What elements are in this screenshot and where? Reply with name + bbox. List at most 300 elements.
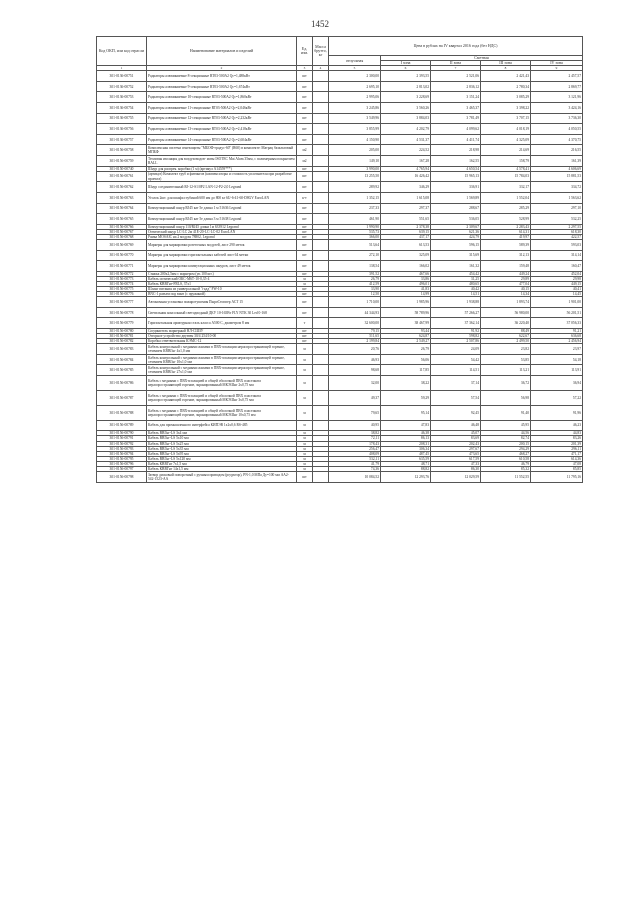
row-wholesale-price: 366,00 [329,234,381,239]
row-code: 301-0156-00768 [97,234,147,239]
row-zone-4-price: 2 869,77 [531,81,583,92]
row-unit: м [297,431,313,436]
row-name: Соединитель маркерный НЛ-СШЗУ [147,329,297,334]
row-name: Радиаторы алюминиевые 10-секционные RT03-500A2 Qc=1,860кВт [147,92,297,103]
row-zone-3-price: 36 220,40 [481,318,531,329]
row-wholesale-price: 511,65 [329,334,381,339]
row-zone-3-price: 2 780,34 [481,81,531,92]
row-name: Коробка ответвительная КЭМС-12 [147,339,297,344]
row-zone-4-price: 297,10 [531,203,583,214]
row-wholesale-price: 2 995,06 [329,92,381,103]
row-wholesale-price: 46,93 [329,354,381,365]
row-name: Маркеры для маркировки горизонтальных кабелей лист 64 метки [147,250,297,261]
row-name: BNC-1 разъем под винт (с пружиной) [147,292,297,297]
row-name: Кабель контрольный с медными жилами в ПВХ-изоляции нераспространяющей горение, сечением КВВГнг 27х1,0 мм [147,365,297,376]
row-zone-1-price: 496,01 [381,281,431,286]
row-zone-3-price: 29,89 [481,276,531,281]
row-zone-2-price: 2 507,86 [431,339,481,344]
row-zone-2-price: 596,15 [431,239,481,250]
row-unit: м [297,276,313,281]
row-name: Маркеры для маркировки коммутационных шнуров, лист 49 меток [147,261,297,272]
row-unit: шт [297,214,313,225]
row-wholesale-price: 2 300,00 [329,71,381,82]
row-mass [313,239,329,250]
row-unit: м [297,461,313,466]
row-zone-3-price: 4 325,09 [481,134,531,145]
row-name: Отгорное устройство двузвен 30/4 254/10-00 [147,334,297,339]
row-name: Кабель контрольный с медными жилами в ПВХ-изоляции нераспространяющей горение, сечением КВВГнг 10х1,0 мм [147,354,297,365]
table-row [97,239,583,250]
row-name: Кабель для промышленного интерфейса КИПЭВ 1х2х0,6 RS-485 [147,420,297,431]
row-mass [313,192,329,203]
row-zone-4-price: 201,39 [531,441,583,446]
row-wholesale-price: 4 150,90 [329,134,381,145]
row-wholesale-price: 138,54 [329,261,381,272]
row-unit: шт [297,71,313,82]
row-zone-4-price: 83,26 [531,436,583,441]
row-zone-2-price: 92,45 [431,405,481,420]
row-name: Рамка MOSAIC на 2 модуля 78802, Legrand [147,234,297,239]
table-row [97,214,583,225]
row-code: 301-0156-00782 [97,339,147,344]
row-unit: м [297,354,313,365]
row-code: 301-0156-00778 [97,307,147,318]
row-zone-1-price: 613,53 [381,239,431,250]
row-zone-3-price: 11 552,55 [481,472,531,483]
row-name: Кабель КВВГнг 14х1,5 мм [147,466,297,471]
table-row [97,261,583,272]
row-zone-1-price: 38,22 [381,376,431,391]
row-wholesale-price: 256,47 [329,446,381,451]
row-code: 301-0156-00791 [97,436,147,441]
row-zone-1-price: 59,29 [381,390,431,405]
row-zone-1-price: 487,45 [381,451,431,456]
row-name: Кабель с медными с ПВХ-изоляцией и общей оболочкой ПВХ пластиката нераспространяющей горение, экранированный МКЭШнг 10х0,75 мм [147,405,297,420]
column-number: 5 [329,66,381,71]
row-code: 301-0156-00772 [97,271,147,276]
row-unit: шт [297,287,313,292]
row-code: 301-0156-00777 [97,297,147,308]
row-zone-2-price: 57,54 [431,390,481,405]
table-row [97,365,583,376]
row-zone-4-price: 314,14 [531,250,583,261]
row-zone-2-price: 2 521,06 [431,71,481,82]
row-zone-4-price: 40,41 [531,287,583,292]
row-zone-4-price: 85,85 [531,466,583,471]
header-zone-4: IV зона [531,61,583,66]
row-name: Шланг питания из универсальной "гадд" FW-10 [147,287,297,292]
row-zone-2-price: 47,33 [431,461,481,466]
row-zone-1-price: 86,13 [381,436,431,441]
row-zone-1-price: 3 228,69 [381,92,431,103]
row-zone-2-price: 12 029,59 [431,472,481,483]
row-code: 301-0156-00766 [97,224,147,229]
row-unit: м [297,456,313,461]
row-zone-4-price: 422,57 [531,234,583,239]
row-wholesale-price: 237,33 [329,203,381,214]
row-zone-3-price: 44,56 [481,431,531,436]
row-zone-2-price: 617,59 [431,456,481,461]
row-code: 301-0156-00759 [97,156,147,167]
row-code: 301-0136-00757 [97,134,147,145]
row-mass [313,297,329,308]
row-zone-2-price: 4 099,62 [431,124,481,135]
row-mass [313,354,329,365]
row-zone-1-price: 48,71 [381,461,431,466]
row-zone-1-price: 224,52 [381,145,431,156]
table-row [97,171,583,182]
row-zone-1-price: 117,85 [381,365,431,376]
row-zone-2-price: 288,67 [431,203,481,214]
row-name: Кабель ВВГнг-LS 5х25 мм [147,441,297,446]
row-name: Шнур для распрея. коробки (1 м) (артикул A14559***) [147,166,297,171]
table-row [97,250,583,261]
column-number: 1 [97,66,147,71]
row-zone-3-price: 449,24 [481,271,531,276]
row-wholesale-price: 12,50 [329,292,381,297]
row-wholesale-price: 412,59 [329,281,381,286]
row-zone-1-price: 297,37 [381,203,431,214]
row-zone-1-price: 437,17 [381,234,431,239]
row-zone-3-price: 3 398,22 [481,103,531,114]
table-row [97,182,583,193]
row-code: 301-0156-00762 [97,182,147,193]
row-zone-4-price: 44,83 [531,431,583,436]
row-mass [313,390,329,405]
row-zone-2-price: 336,91 [431,182,481,193]
row-wholesale-price: 272,10 [329,250,381,261]
row-wholesale-price: 13 255,50 [329,171,381,182]
row-zone-1-price: 93,44 [381,329,431,334]
row-name: Радиаторы алюминиевые 13-секционные RT03-500A2 Qc=2,418кВт [147,124,297,135]
column-number: 8 [481,66,531,71]
row-zone-4-price: 54,18 [531,354,583,365]
row-zone-3-price: 214,69 [481,145,531,156]
row-zone-4-price: 36,94 [531,376,583,391]
row-code: 301-0136-00751 [97,71,147,82]
row-zone-3-price: 589,39 [481,239,531,250]
row-zone-2-price: 45,07 [431,431,481,436]
row-code: 301-0156-00774 [97,281,147,286]
row-unit: шт [297,234,313,239]
row-name: Кабель КВВГнг-FRLS, 37х1 [147,281,297,286]
row-zone-4-price: 46,23 [531,420,583,431]
row-name: Радиаторы алюминиевые 8-секционные RT03-500A2 Qc=1,488кВт [147,71,297,82]
row-zone-2-price: 83,69 [431,436,481,441]
row-code: 301-0156-00779 [97,318,147,329]
row-zone-2-price: 37,14 [431,376,481,391]
row-name: Радиаторы алюминиевые 11-секционные RT03-500A2 Qc=2,046кВт [147,103,297,114]
row-name: Кабель ВВГнг-LS 5х10 мм [147,436,297,441]
row-zone-2-price: 162,55 [431,156,481,167]
row-wholesale-price: 72,11 [329,436,381,441]
row-mass [313,261,329,272]
row-zone-3-price: 56 980,00 [481,307,531,318]
row-unit: м [297,344,313,355]
row-zone-4-price: 3 424,16 [531,103,583,114]
row-name: Кабель с медными с ПВХ-изоляцией и общей оболочкой ПВХ пластиката нераспространяющей горение, экранированный МКЭШнг 2х0,75 мм [147,376,297,391]
column-number: 9 [531,66,583,71]
row-wholesale-price: 3 245,86 [329,103,381,114]
row-unit: к-т [297,192,313,203]
row-code: 301-0136-00752 [97,81,147,92]
row-wholesale-price: 1 352,15 [329,192,381,203]
table-row [97,81,583,92]
row-code: 301-0156-00769 [97,239,147,250]
header-zone-2: II зона [431,61,481,66]
row-mass [313,472,329,483]
row-zone-1-price: 88,82 [381,466,431,471]
row-code: 301-0156-00775 [97,287,147,292]
row-mass [313,203,329,214]
row-unit: м2 [297,145,313,156]
row-zone-1-price: 4 531,37 [381,134,431,145]
row-name: Кабель с медными с ПВХ-изоляцией и общей оболочкой ПВХ пластиката нераспространяющей горение, экранированный МКЭШнг 3х0,75 мм [147,390,297,405]
row-zone-1-price: 4 765,94 [381,166,431,171]
row-wholesale-price: 391,52 [329,271,381,276]
row-wholesale-price: 40,95 [329,420,381,431]
row-zone-4-price: 1 901,00 [531,297,583,308]
row-wholesale-price: 3 549,96 [329,113,381,124]
header-mass: Масса брутто, кг [313,37,329,66]
row-zone-2-price: 31,25 [431,276,481,281]
row-unit: шт [297,239,313,250]
row-zone-4-price: 23,97 [531,344,583,355]
row-name: Коммутационный шнур RJ45 кат 5е длина 1 м 51636 Legrand [147,203,297,214]
row-wholesale-price: 535,73 [329,229,381,234]
row-zone-1-price: 166,02 [381,261,431,272]
row-wholesale-price: 44 344,93 [329,307,381,318]
row-wholesale-price: 289,92 [329,182,381,193]
row-wholesale-price: 38,82 [329,431,381,436]
row-name: Кабель ВВГнг-LS 3х4 мм [147,431,297,436]
row-zone-4-price: 614,36 [531,456,583,461]
row-unit: шт [297,229,313,234]
row-zone-2-price: 2 309,67 [431,224,481,229]
row-wholesale-price: 205,00 [329,145,381,156]
row-wholesale-price: 513,64 [329,239,381,250]
row-zone-2-price: 4 650,54 [431,166,481,171]
row-zone-2-price: 15 965,13 [431,171,481,182]
table-row [97,124,583,135]
row-name: Горизонтальная арматурная сталь класса А500 С, диаметром 8 мм [147,318,297,329]
row-zone-4-price: 2 297,55 [531,224,583,229]
row-name: Маркеры для маркировки розеточных модулей, лист 290 меток [147,239,297,250]
row-zone-2-price: 14,51 [431,292,481,297]
row-unit: шт [297,166,313,171]
row-zone-3-price: 15 784,03 [481,171,531,182]
row-unit: шт [297,250,313,261]
row-zone-3-price: 1 552,04 [481,192,531,203]
row-unit: шт [297,81,313,92]
row-wholesale-price: 2 695,10 [329,81,381,92]
table-row [97,113,583,124]
table-row [97,354,583,365]
row-unit: шт [297,307,313,318]
row-zone-3-price: 3 707,15 [481,113,531,124]
row-zone-1-price: 624,87 [381,334,431,339]
row-zone-3-price: 113,21 [481,365,531,376]
row-wholesale-price: 1 990,90 [329,224,381,229]
row-unit: шт [297,339,313,344]
row-zone-2-price: 114,51 [431,365,481,376]
header-unit: Ед. изм. [297,37,313,66]
row-unit: шт [297,329,313,334]
row-zone-1-price: 4 202,79 [381,124,431,135]
row-zone-2-price: 3 781,49 [431,113,481,124]
row-name: Коммутационный шнур 110/RJ45 длина 1м 633912 Legrand [147,224,297,229]
table-row [97,145,583,156]
price-table-body [97,71,583,482]
row-zone-1-price: 325,09 [381,250,431,261]
row-name: Оптический шнур LC-LC 2м 41E-20-LC-LC-02 EuroLAN [147,229,297,234]
row-zone-2-price: 40,42 [431,287,481,292]
row-unit: м2 [297,156,313,167]
header-code: Код ОКП, или код отрасли [97,37,147,66]
row-code: 301-0136-00756 [97,124,147,135]
row-zone-3-price: 4 578,41 [481,166,531,171]
row-zone-4-price: 296,11 [531,446,583,451]
row-code: 301-0156-00781 [97,334,147,339]
row-zone-3-price: 1 893,74 [481,297,531,308]
row-code: 301-0156-00776 [97,292,147,297]
row-zone-1-price: 38 467,99 [381,318,431,329]
row-zone-3-price: 332,17 [481,182,531,193]
row-mass [313,81,329,92]
row-zone-2-price: 54,42 [431,354,481,365]
column-number: 4 [313,66,329,71]
row-zone-3-price: 4 018,19 [481,124,531,135]
row-wholesale-price: 461,90 [329,214,381,225]
row-name: (артикул) Комплект труб и фитингов (компенсаторы и стоимость уплотнителя при разработке проекта) [147,171,297,182]
row-zone-3-price: 610,58 [481,456,531,461]
row-wholesale-price: 149,10 [329,156,381,167]
row-zone-4-price: 57,22 [531,390,583,405]
row-code: 301-0156-00770 [97,250,147,261]
row-zone-3-price: 200,15 [481,441,531,446]
row-code: 301-0156-00771 [97,261,147,272]
row-name: Радиаторы алюминиевые 9-секционные RT03-500A2 Qc=1,674кВт [147,81,297,92]
row-zone-3-price: 88,49 [481,329,531,334]
row-zone-2-price: 3 151,24 [431,92,481,103]
row-zone-1-price: 346,29 [381,182,431,193]
row-zone-3-price: 23,82 [481,344,531,355]
row-mass [313,182,329,193]
row-zone-4-price: 3 121,96 [531,92,583,103]
row-zone-1-price: 306,34 [381,446,431,451]
row-code: 301-0156-00758 [97,145,147,156]
row-wholesale-price: 20,76 [329,344,381,355]
row-zone-4-price: 636,68 [531,334,583,339]
row-unit: м [297,405,313,420]
row-code: 301-0156-00786 [97,376,147,391]
header-wholesale: отпускная [329,56,381,66]
row-name: Кабель контрольный с медными жилами в ПВХ-изоляции нераспространяющей горение, сечением КВВГнг 4х1,0 мм [147,344,297,355]
row-zone-2-price: 598,82 [431,334,481,339]
row-zone-2-price: 57 266,27 [431,307,481,318]
row-zone-4-price: 2 457,57 [531,71,583,82]
table-row [97,192,583,203]
row-zone-1-price: 639,15 [381,229,431,234]
row-mass [313,92,329,103]
row-wholesale-price: 98,68 [329,365,381,376]
row-zone-1-price: 26,79 [381,344,431,355]
row-name: Кабель оптический ОКС-М6Т-10-0,35-4 [147,276,297,281]
row-mass [313,250,329,261]
row-wholesale-price: 79,65 [329,405,381,420]
row-zone-1-price: 467,66 [381,271,431,276]
row-unit: шт [297,203,313,214]
price-table-container [96,36,582,483]
row-zone-1-price: 3 884,03 [381,113,431,124]
row-name: Стяжка 200х2,5мм с маркером (уп.100 шт.) [147,271,297,276]
row-name: Кабель ВВГнг-LS 5х95 мм [147,451,297,456]
row-zone-4-price: 216,55 [531,145,583,156]
row-unit: м [297,376,313,391]
row-zone-3-price: 528,99 [481,214,531,225]
row-mass [313,307,329,318]
row-zone-1-price: 2 393,55 [381,71,431,82]
row-code: 301-0156-00794 [97,451,147,456]
row-zone-3-price: 14,34 [481,292,531,297]
row-code: 301-0156-00767 [97,229,147,234]
table-row [97,156,583,167]
row-zone-1-price: 41,83 [381,287,431,292]
row-zone-4-price: 2 456,94 [531,339,583,344]
row-wholesale-price: 3 855,99 [329,124,381,135]
row-wholesale-price: 26,79 [329,276,381,281]
row-wholesale-price: 41,79 [329,461,381,466]
row-zone-1-price: 3 560,26 [381,103,431,114]
row-wholesale-price: 32 600,00 [329,318,381,329]
row-zone-1-price: 56,06 [381,354,431,365]
row-code: 301-0156-00765 [97,214,147,225]
row-zone-4-price: 1 563,62 [531,192,583,203]
row-zone-2-price: 46,48 [431,420,481,431]
row-zone-4-price: 4 050,55 [531,124,583,135]
row-zone-1-price: 12 293,76 [381,472,431,483]
row-zone-2-price: 1 938,88 [431,297,481,308]
row-name: Тепловая изоляция для воздуховодов- маты ISOTEC Mat Alum 35мм, с полимерным покрытием RALL [147,156,297,167]
row-zone-2-price: 315,69 [431,250,481,261]
table-row [97,390,583,405]
row-name: Затвор дисковый поворотный с ручным приводом (редуктор), PN-1,0 МПа Ду=100 мм АА2-542-1523-АА [147,472,297,483]
row-unit: шт [297,134,313,145]
row-wholesale-price: 74,36 [329,466,381,471]
row-zone-2-price: 297,67 [431,446,481,451]
row-code: 301-0156-00792 [97,441,147,446]
row-zone-3-price: 91,40 [481,405,531,420]
row-unit: шт [297,92,313,103]
row-zone-3-price: 2 283,43 [481,224,531,229]
table-row [97,472,583,483]
row-code: 301-0156-00783 [97,344,147,355]
row-mass [313,405,329,420]
row-name: Кабель КВВГнг 7х1,5 мм [147,461,297,466]
row-zone-4-price: 3 736,30 [531,113,583,124]
row-zone-1-price: 2 378,38 [381,224,431,229]
row-mass [313,318,329,329]
row-zone-3-price: 419,97 [481,234,531,239]
row-code: 301-0150-00740 [97,166,147,171]
row-zone-1-price: 2 549,27 [381,339,431,344]
row-wholesale-price: 1 710,00 [329,297,381,308]
row-code: 301-0156-00798 [97,472,147,483]
row-zone-3-price: 159,48 [481,261,531,272]
row-zone-4-price: 4 606,69 [531,166,583,171]
row-mass [313,156,329,167]
header-zone-1: I зона [381,61,431,66]
